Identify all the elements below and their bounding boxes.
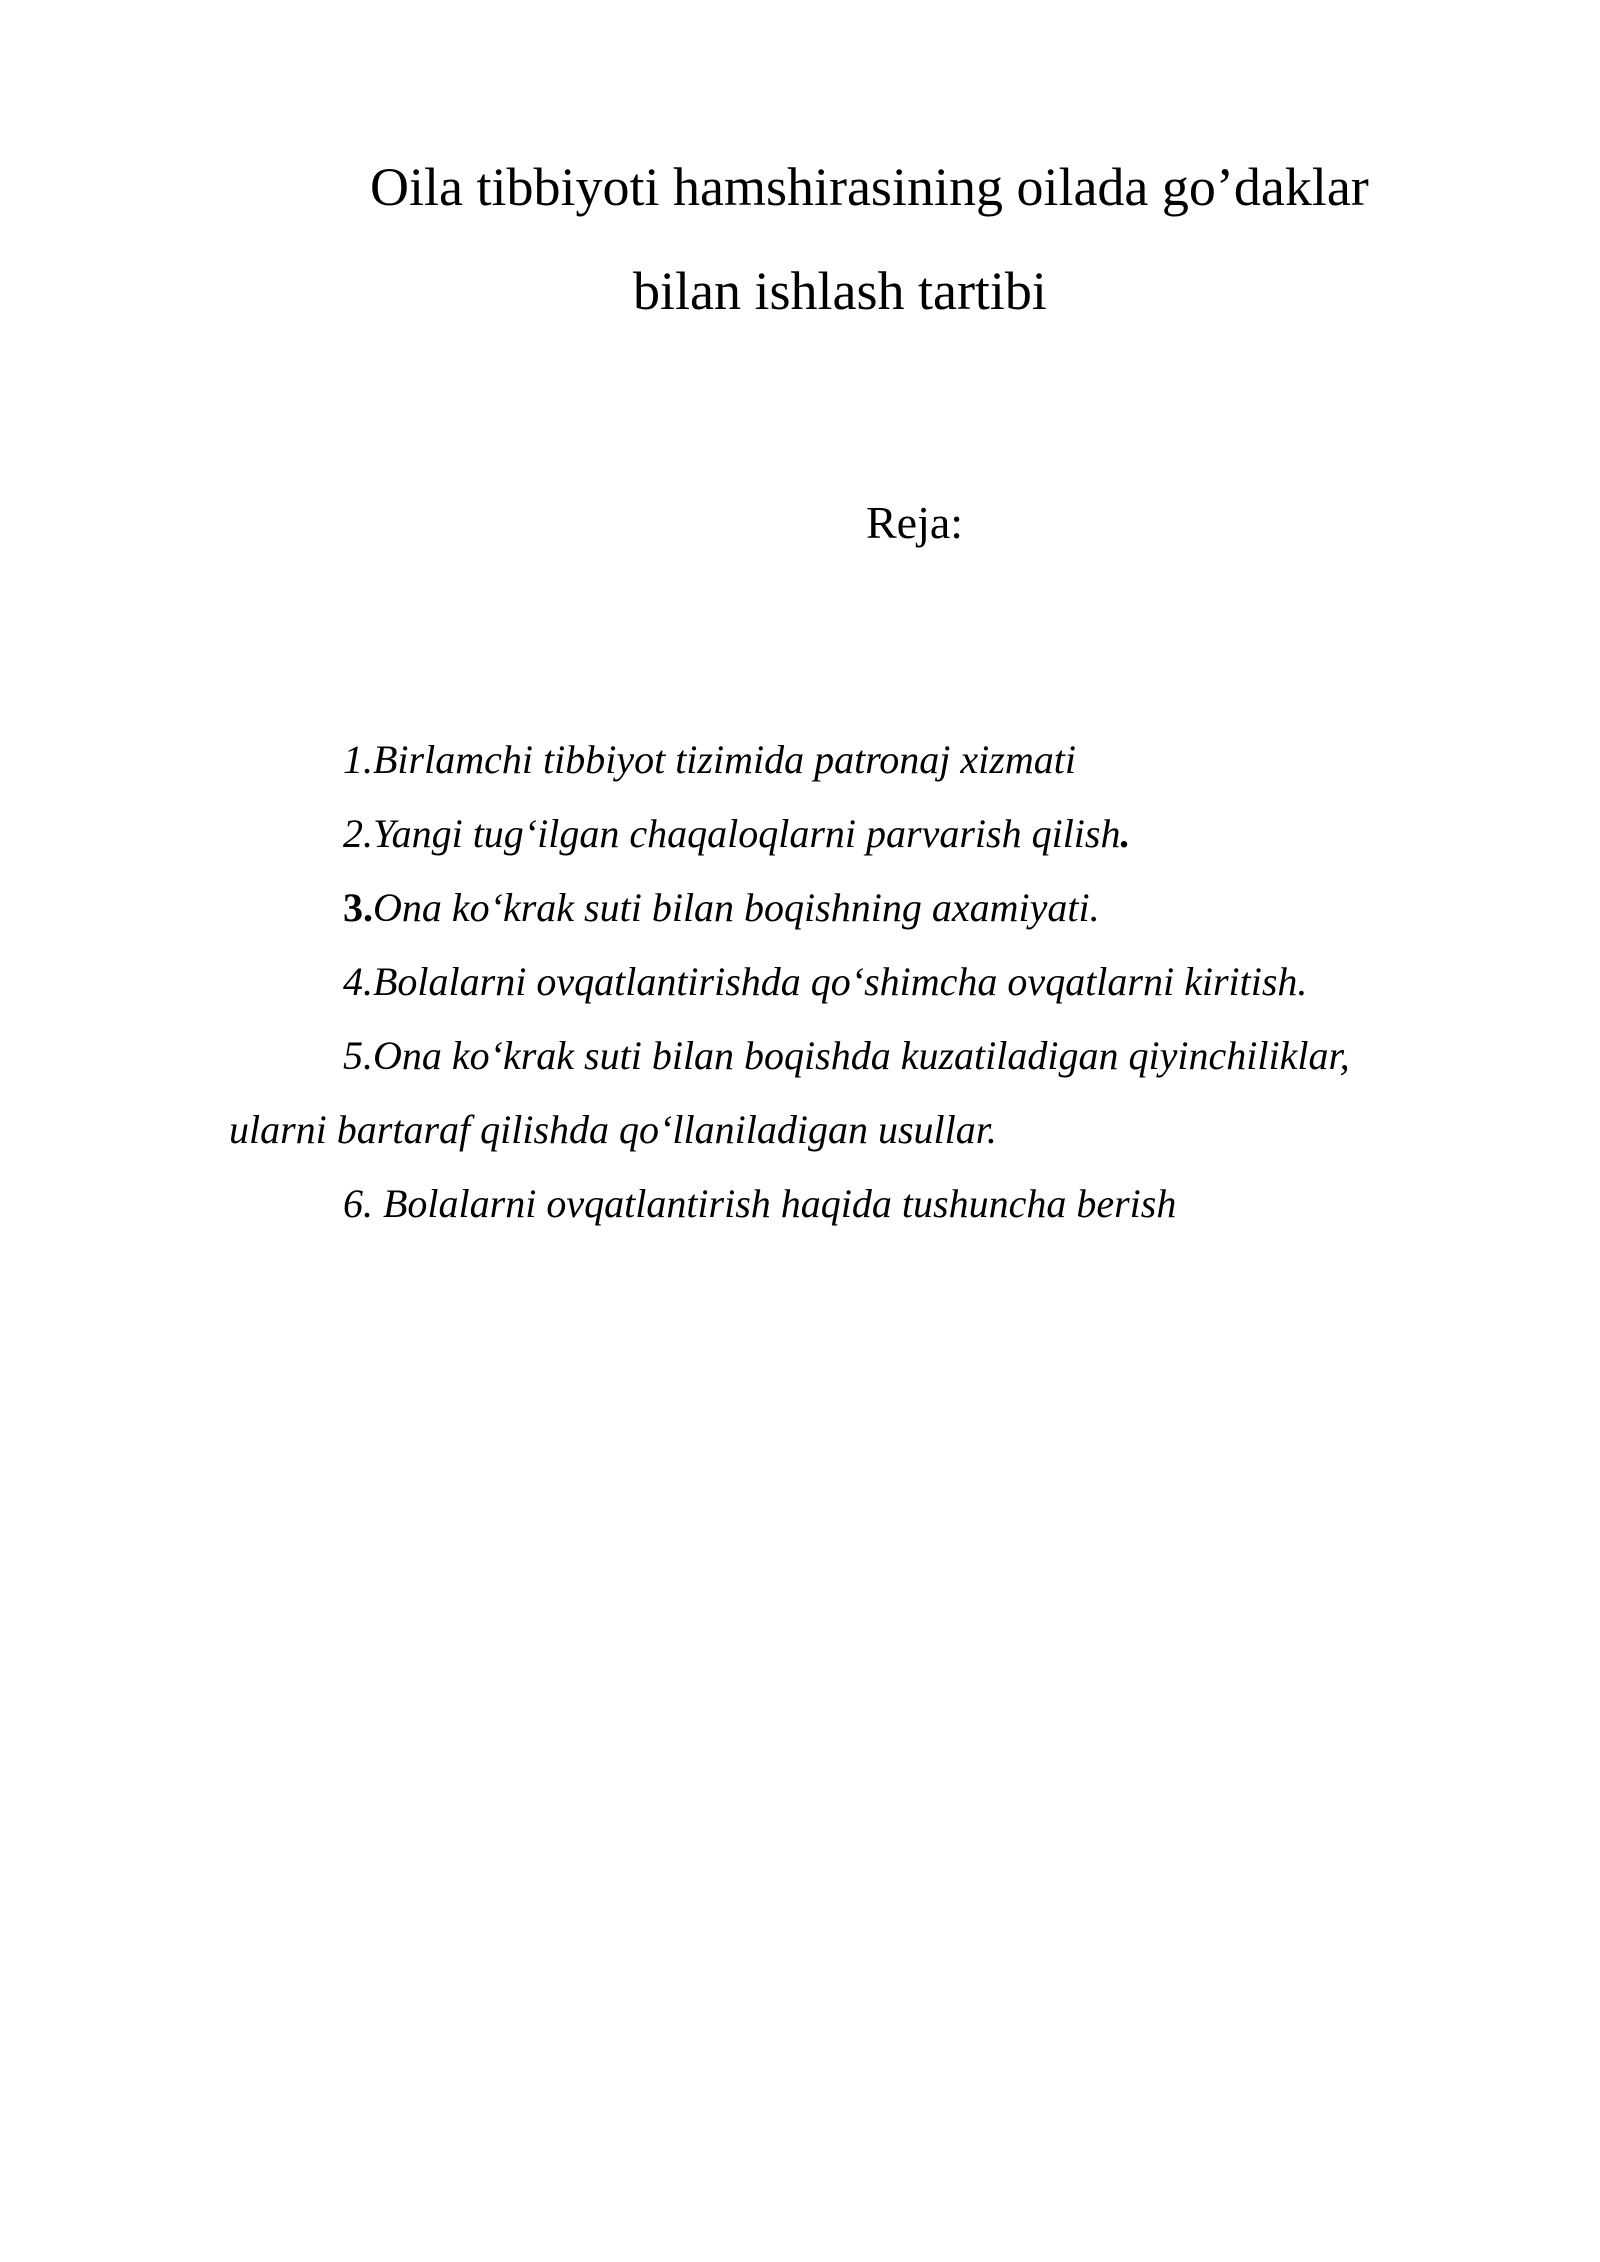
plan-item-number: 6. <box>343 1181 383 1226</box>
plan-item-text: Bolalarni ovqatlantirishda qo‘shimcha ovqatlarni kiritish. <box>373 959 1308 1004</box>
plan-item-text: Birlamchi tibbiyot tizimida patronaj xizmati <box>373 737 1076 782</box>
plan-heading: Reja: <box>866 497 964 548</box>
plan-item-4 <box>0 945 1600 1019</box>
plan-item-5-continuation <box>0 1093 1600 1167</box>
plan-item-trailing-period: . <box>1120 811 1131 856</box>
plan-item-number: 3. <box>343 885 373 930</box>
plan-item-3 <box>0 871 1600 945</box>
plan-item-1 <box>0 723 1600 797</box>
plan-item-6 <box>0 1167 1600 1241</box>
plan-list <box>0 723 1600 1241</box>
plan-item-number: 2. <box>343 811 373 856</box>
plan-item-number: 1. <box>343 737 373 782</box>
document-title-line-1: Oila tibbiyoti hamshirasining oilada go’daklar <box>370 157 1369 217</box>
plan-item-text: Ona ko‘krak suti bilan boqishda kuzatiladigan qiyinchiliklar, <box>373 1033 1350 1078</box>
plan-item-number: 4. <box>343 959 373 1004</box>
plan-item-text: Ona ko‘krak suti bilan boqishning axamiyati. <box>373 885 1100 930</box>
plan-item-2 <box>0 797 1600 871</box>
plan-item-text: Yangi tug‘ilgan chaqaloqlarni parvarish qilish <box>373 811 1121 856</box>
plan-item-text: ularni bartaraf qilishda qo‘llaniladigan usullar. <box>229 1107 997 1152</box>
plan-item-5 <box>0 1019 1600 1093</box>
document-title-line-2: bilan ishlash tartibi <box>633 261 1047 321</box>
plan-item-text: Bolalarni ovqatlantirish haqida tushuncha berish <box>383 1181 1177 1226</box>
plan-item-number: 5. <box>343 1033 373 1078</box>
